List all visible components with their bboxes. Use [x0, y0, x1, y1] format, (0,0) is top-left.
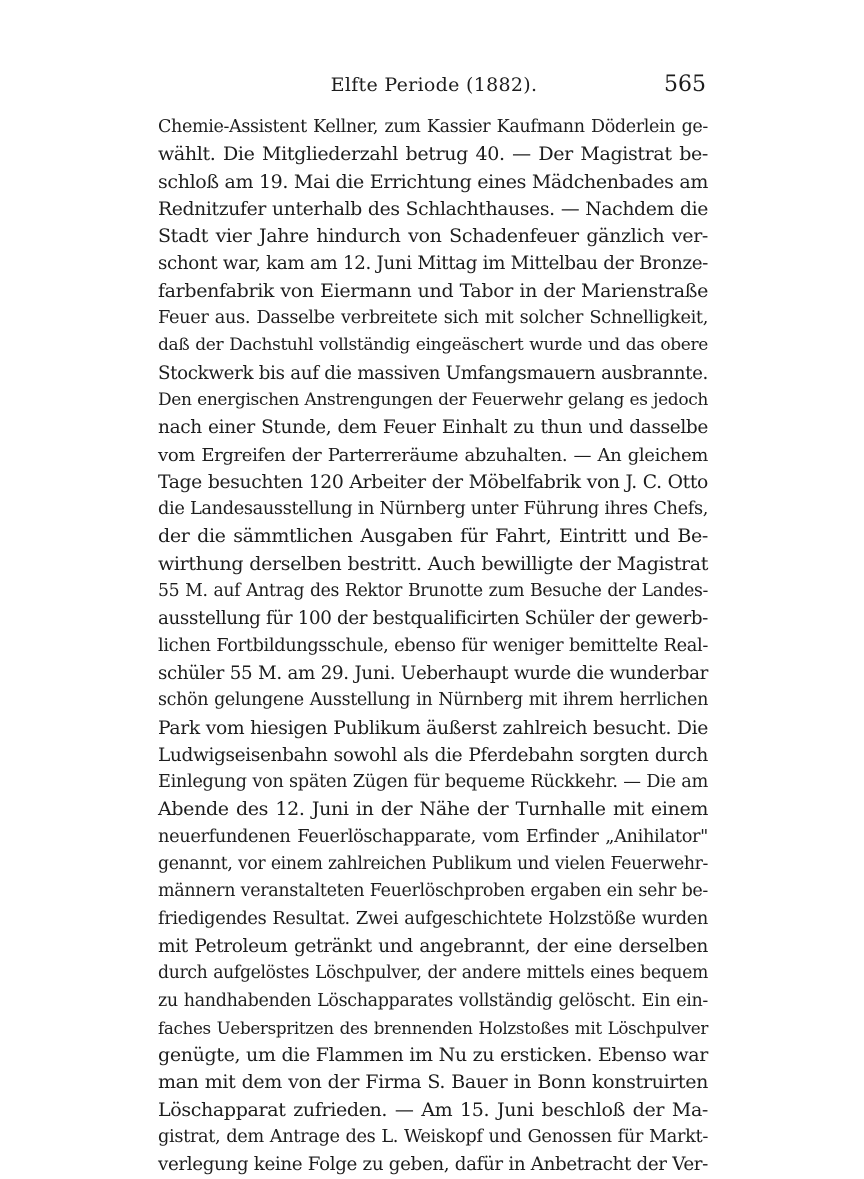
text-line: zu handhabenden Löschapparates vollständig gelöscht. Ein ein- [158, 990, 708, 1011]
running-title: Elfte Periode (1882). [330, 74, 538, 96]
text-line: Abende des 12. Juni in der Nähe der Turnhalle mit einem [158, 798, 708, 821]
page-header [158, 72, 710, 100]
text-line: man mit dem von der Firma S. Bauer in Bonn konstruirten [158, 1071, 708, 1094]
text-line: farbenfabrik von Eiermann und Tabor in der Marienstraße [158, 279, 708, 302]
text-line: Stockwerk bis auf die massiven Umfangsmauern ausbrannte. [158, 362, 708, 384]
text-line: gistrat, dem Antrage des L. Weiskopf und Genossen für Markt- [158, 1126, 708, 1147]
text-line: faches Ueberspritzen des brennenden Holzstoßes mit Löschpulver [158, 1017, 708, 1038]
text-line: daß der Dachstuhl vollständig eingeäschert wurde und das obere [158, 335, 708, 356]
text-line: schüler 55 M. am 29. Juni. Ueberhaupt wurde die wunderbar [158, 662, 708, 684]
text-line: Tage besuchten 120 Arbeiter der Möbelfabrik von J. C. Otto [158, 471, 708, 493]
text-line: Rednitzufer unterhalb des Schlachthauses. — Nachdem die [158, 198, 708, 220]
text-line: Ludwigseisenbahn sowohl als die Pferdebahn sorgten durch [158, 744, 708, 766]
text-line: lichen Fortbildungsschule, ebenso für weniger bemittelte Real- [158, 635, 708, 656]
text-line: die Landesausstellung in Nürnberg unter Führung ihres Chefs, [158, 499, 708, 520]
text-line: verlegung keine Folge zu geben, dafür in Anbetracht der Ver- [158, 1154, 708, 1176]
text-line: 55 M. auf Antrag des Rektor Brunotte zum Besuche der Landes- [158, 581, 708, 602]
page-number: 565 [664, 72, 706, 97]
text-line: neuerfundenen Feuerlöschapparate, vom Erfinder „Anihilator" [158, 826, 708, 847]
text-line: schön gelungene Ausstellung in Nürnberg mit ihrem herrlichen [158, 690, 708, 711]
text-line: vom Ergreifen der Parterreräume abzuhalten. — An gleichem [158, 444, 708, 466]
text-line: Löschapparat zufrieden. — Am 15. Juni beschloß der Ma- [158, 1098, 708, 1121]
text-line: Einlegung von späten Zügen für bequeme Rückkehr. — Die am [158, 772, 708, 793]
text-line: ausstellung für 100 der bestqualificirten Schüler der gewerb- [158, 608, 708, 630]
text-line: Park vom hiesigen Publikum äußerst zahlreich besucht. Die [158, 717, 708, 739]
text-line: wählt. Die Mitgliederzahl betrug 40. — Der Magistrat be- [158, 143, 708, 166]
text-line: friedigendes Resultat. Zwei aufgeschichtete Holzstöße wurden [158, 908, 708, 929]
body-text [158, 114, 708, 1179]
text-line: nach einer Stunde, dem Feuer Einhalt zu thun und dasselbe [158, 417, 708, 439]
text-line: der die sämmtlichen Ausgaben für Fahrt, Eintritt und Be- [158, 525, 708, 548]
text-line: mit Petroleum getränkt und angebrannt, der eine derselben [158, 935, 708, 957]
text-line: Chemie-Assistent Kellner, zum Kassier Kaufmann Döderlein ge- [158, 117, 708, 137]
text-line: schont war, kam am 12. Juni Mittag im Mittelbau der Bronze- [158, 253, 708, 275]
text-line: durch aufgelöstes Löschpulver, der andere mittels eines bequem [158, 963, 708, 984]
text-line: genannt, vor einem zahlreichen Publikum und vielen Feuerwehr- [158, 854, 708, 875]
text-line: männern veranstalteten Feuerlöschproben ergaben ein sehr be- [158, 881, 708, 902]
text-line: wirthung derselben bestritt. Auch bewilligte der Magistrat [158, 552, 708, 575]
text-line: schloß am 19. Mai die Errichtung eines Mädchenbades am [158, 170, 708, 193]
text-line: genügte, um die Flammen im Nu zu ersticken. Ebenso war [158, 1044, 708, 1067]
text-line: Den energischen Anstrengungen der Feuerwehr gelang es jedoch [158, 389, 708, 410]
text-line: Stadt vier Jahre hindurch von Schadenfeuer gänzlich ver- [158, 225, 708, 248]
text-line: Feuer aus. Dasselbe verbreitete sich mit solcher Schnelligkeit, [158, 308, 708, 329]
